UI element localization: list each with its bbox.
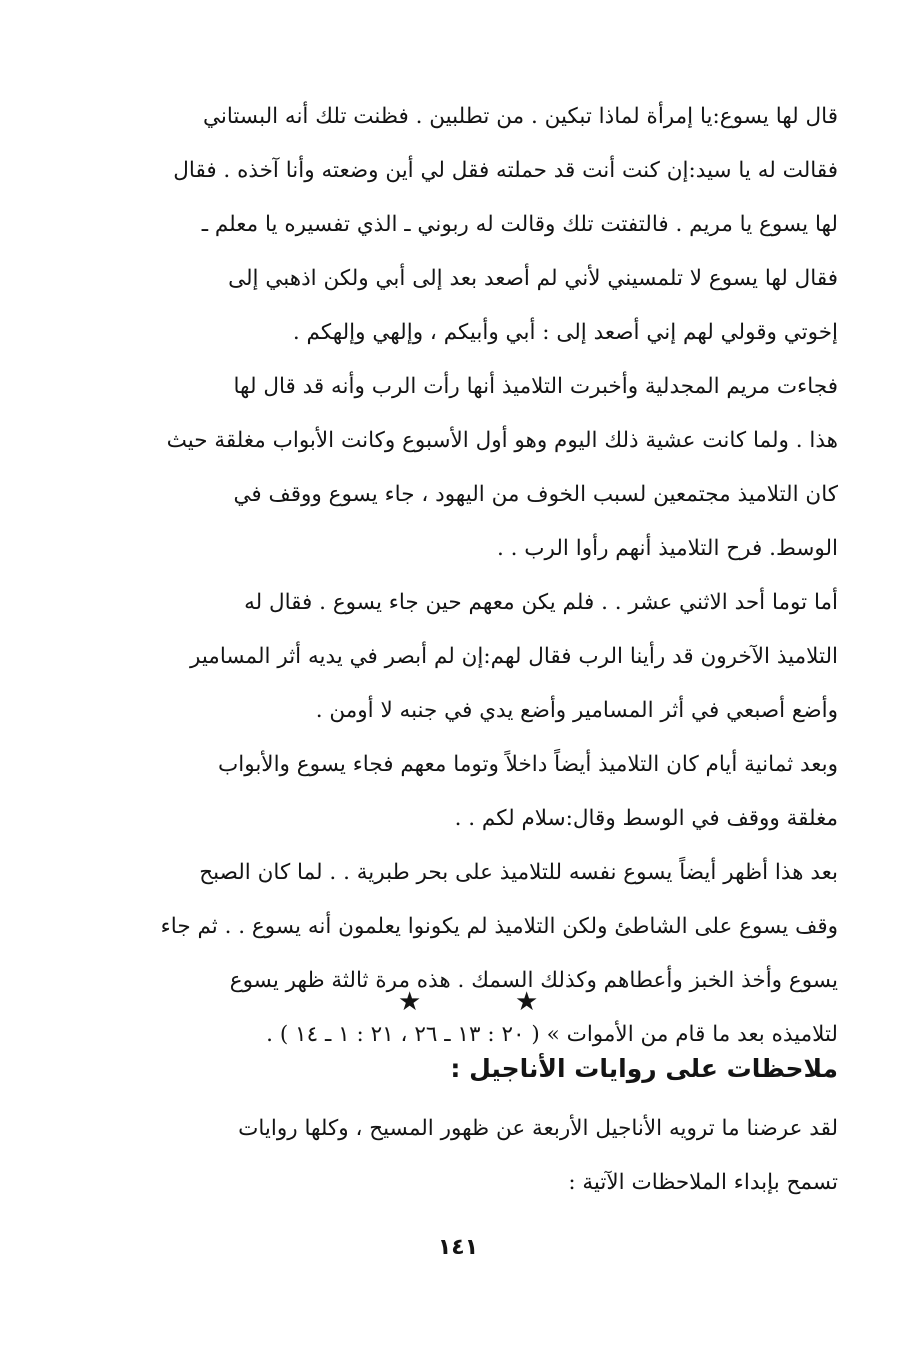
text-line: وأضع أصبعي في أثر المسامير وأضع يدي في جنبه لا أومن .	[315, 698, 838, 723]
text-line: لها يسوع يا مريم . فالتفتت تلك وقالت له ربوني ـ الذي تفسيره يا معلم ـ	[201, 212, 838, 237]
text-line: التلاميذ الآخرون قد رأينا الرب فقال لهم:إن لم أبصر في يديه أثر المسامير	[189, 644, 838, 669]
closing-paragraph	[100, 1102, 838, 1210]
text-line: وبعد ثمانية أيام كان التلاميذ أيضاً داخلاً وتوما معهم فجاء يسوع والأبواب	[218, 752, 838, 777]
text-line: أما توما أحد الاثني عشر . . فلم يكن معهم حين جاء يسوع . فقال له	[244, 590, 838, 615]
star-icon: ★	[398, 987, 422, 1017]
text-line: كان التلاميذ مجتمعين لسبب الخوف من اليهود ، جاء يسوع ووقف في	[233, 482, 838, 507]
text-line: مغلقة ووقف في الوسط وقال:سلام لكم . .	[454, 806, 838, 831]
text-line: وقف يسوع على الشاطئ ولكن التلاميذ لم يكونوا يعلمون أنه يسوع . . ثم جاء	[160, 914, 838, 939]
text-line: لقد عرضنا ما ترويه الأناجيل الأربعة عن ظهور المسيح ، وكلها روايات	[238, 1116, 838, 1141]
text-line: إخوتي وقولي لهم إني أصعد إلى : أبي وأبيكم ، وإلهي وإلهكم .	[292, 320, 838, 345]
text-line: الوسط. فرح التلاميذ أنهم رأوا الرب . .	[496, 536, 838, 561]
text-line: لتلاميذه بعد ما قام من الأموات » ( ٢٠ : ١٣ ـ ٢٦ ، ٢١ : ١ ـ ١٤ ) .	[266, 1022, 838, 1047]
text-line: بعد هذا أظهر أيضاً يسوع نفسه للتلاميذ على بحر طبرية . . لما كان الصبح	[199, 860, 838, 885]
text-line: فجاءت مريم المجدلية وأخبرت التلاميذ أنها رأت الرب وأنه قد قال لها	[233, 374, 838, 399]
text-line: فقالت له يا سيد:إن كنت أنت قد حملته فقل لي أين وضعته وأنا آخذه . فقال	[173, 158, 838, 183]
text-line: تسمح بإبداء الملاحظات الآتية :	[568, 1170, 838, 1195]
star-icon: ★	[515, 987, 539, 1017]
page-number: ١٤١	[437, 1235, 479, 1260]
text-line: يسوع وأخذ الخبز وأعطاهم وكذلك السمك . هذه مرة ثالثة ظهر يسوع	[229, 968, 838, 993]
section-separator	[0, 982, 916, 1022]
text-line: قال لها يسوع:يا إمرأة لماذا تبكين . من تطلبين . فظنت تلك أنه البستاني	[202, 104, 838, 129]
text-line: فقال لها يسوع لا تلمسيني لأني لم أصعد بعد إلى أبي ولكن اذهبي إلى	[228, 266, 838, 291]
body-text	[100, 90, 838, 1062]
section-heading: ملاحظات على روايات الأناجيل :	[450, 1054, 838, 1083]
text-line: هذا . ولما كانت عشية ذلك اليوم وهو أول الأسبوع وكانت الأبواب مغلقة حيث	[166, 428, 838, 453]
